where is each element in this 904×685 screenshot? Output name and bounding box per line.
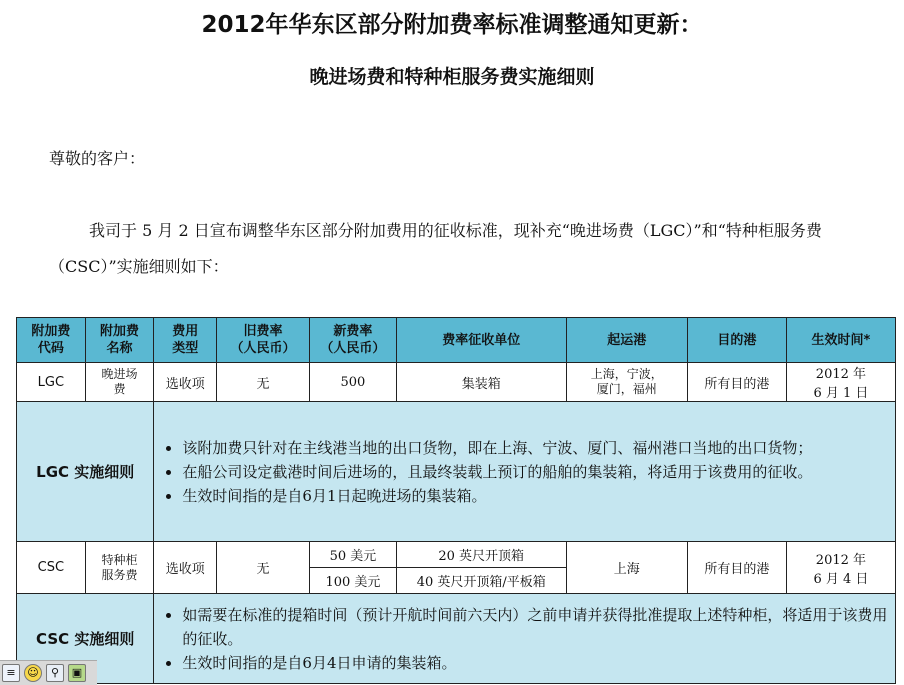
csc-unit-1: 20 英尺开顶箱 [396, 542, 566, 568]
csc-detail-list [162, 603, 889, 675]
lgc-old-rate: 无 [217, 363, 310, 402]
lgc-code: LGC [17, 363, 86, 402]
header-code: 附加费 代码 [17, 318, 86, 363]
lgc-origin: 上海，宁波， 厦门，福州 [566, 363, 687, 402]
table-header-row [17, 318, 896, 363]
lgc-new-rate: 500 [309, 363, 396, 402]
csc-unit-2: 40 英尺开顶箱/平板箱 [396, 568, 566, 594]
header-name: 附加费 名称 [85, 318, 154, 363]
document-subtitle: 晚进场费和特种柜服务费实施细则 [309, 66, 595, 88]
csc-dest: 所有目的港 [687, 542, 786, 594]
header-type: 费用 类型 [154, 318, 217, 363]
intro-text: 我司于 5 月 2 日宣布调整华东区部分附加费用的征收标准，现补充“晚进场费（LGC）”和“特种柜服务费（CSC）”实施细则如下： [49, 221, 822, 276]
document-title: 2012年华东区部分附加费率标准调整通知更新： [201, 12, 703, 38]
taskbar [0, 660, 97, 685]
csc-new-rate-2: 100 美元 [309, 568, 396, 594]
csc-effective: 2012 年 6 月 4 日 [786, 542, 895, 594]
csc-detail-body [154, 594, 896, 684]
lgc-detail-list [162, 436, 889, 508]
list-item: • 如需要在标准的提箱时间（预计开航时间前六天内）之前申请并获得批准提取上述特种柜，将适用于该费用的征收。 [182, 603, 889, 651]
csc-detail-row [17, 594, 896, 684]
document-icon[interactable]: ≡ [2, 664, 20, 682]
lgc-name: 晚进场 费 [85, 363, 154, 402]
header-origin: 起运港 [566, 318, 687, 363]
greeting: 尊敬的客户： [49, 149, 146, 168]
image-icon[interactable]: ▣ [68, 664, 86, 682]
csc-name: 特种柜 服务费 [85, 542, 154, 594]
intro-paragraph [49, 213, 869, 285]
list-item: • 在船公司设定截港时间后进场的，且最终装载上预订的船舶的集装箱，将适用于该费用的征收。 [182, 460, 889, 484]
table-row-csc [17, 542, 896, 568]
header-new-rate: 新费率 （人民币） [309, 318, 396, 363]
smiley-icon[interactable]: ☺ [24, 664, 42, 682]
lgc-dest: 所有目的港 [687, 363, 786, 402]
lgc-effective: 2012 年 6 月 1 日 [786, 363, 895, 402]
lgc-unit: 集装箱 [396, 363, 566, 402]
header-dest: 目的港 [687, 318, 786, 363]
csc-type: 选收项 [154, 542, 217, 594]
table-row-lgc [17, 363, 896, 402]
surcharge-table [16, 317, 896, 684]
header-effective: 生效时间* [786, 318, 895, 363]
csc-new-rate-1: 50 美元 [309, 542, 396, 568]
list-item: • 生效时间指的是自6月4日申请的集装箱。 [182, 651, 889, 675]
lgc-detail-body [154, 402, 896, 542]
list-item: • 生效时间指的是自6月1日起晚进场的集装箱。 [182, 484, 889, 508]
csc-old-rate: 无 [217, 542, 310, 594]
csc-detail-label: CSC 实施细则 [17, 594, 154, 684]
list-item: • 该附加费只针对在主线港当地的出口货物，即在上海、宁波、厦门、福州港口当地的出口货物； [182, 436, 889, 460]
lgc-type: 选收项 [154, 363, 217, 402]
lgc-detail-label: LGC 实施细则 [17, 402, 154, 542]
lgc-detail-row [17, 402, 896, 542]
header-old-rate: 旧费率 （人民币） [217, 318, 310, 363]
search-person-icon[interactable]: ⚲ [46, 664, 64, 682]
csc-code: CSC [17, 542, 86, 594]
csc-origin: 上海 [566, 542, 687, 594]
header-unit: 费率征收单位 [396, 318, 566, 363]
